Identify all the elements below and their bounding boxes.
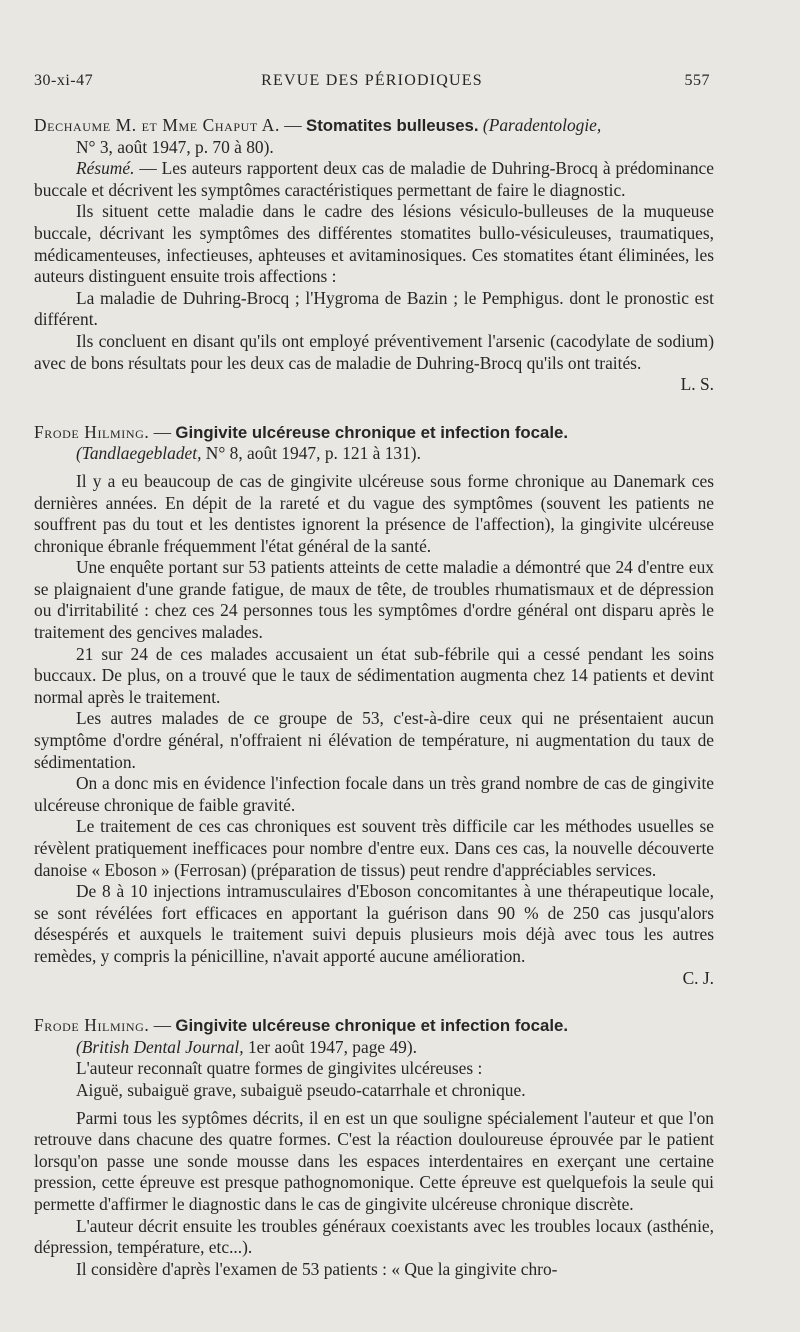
- entry-paragraph: Ils concluent en disant qu'ils ont employé préventivement l'arsenic (cacodylate de sodium) avec de bons résultats pour les deux cas de maladie de Duhring-Brocq qu'ils ont traités.: [34, 330, 714, 373]
- page-content: [34, 115, 714, 1280]
- entry-paragraph: Résumé. — Les auteurs rapportent deux cas de maladie de Duhring-Brocq à prédominance buccale et décrivent les symptômes caractéristiques permettant de faire le diagnostic.: [34, 158, 714, 200]
- review-entry-1: [34, 115, 714, 396]
- header-date: 30-xi-47: [34, 72, 94, 89]
- entry-line: L'auteur reconnaît quatre formes de gingivites ulcéreuses :: [76, 1058, 483, 1079]
- entry-reference: Frode Hilming. — Gingivite ulcéreuse chronique et infection focale. (British Dental Journal, 1er août 1947, page 49).: [34, 1015, 569, 1057]
- entry-authors: Frode Hilming.: [34, 1015, 150, 1036]
- entry-reference: Dechaume M. et Mme Chaput A. — Stomatites bulleuses. (Paradentologie, N° 3, août 1947, p. 70 à 80).: [34, 115, 714, 158]
- entry-title: Stomatites bulleuses.: [306, 116, 479, 135]
- entry-paragraph: De 8 à 10 injections intramusculaires d'Eboson concomitantes à une thérapeutique locale, se sont révélées fort efficaces en apportant la guérison dans 90 % de 250 cas jusqu'alors désespérés et auxquels le traitement suivi depuis plusieurs mois déjà avec tous les autres remèdes, y compris la pénicilline, n'avait apporté aucune amélioration.: [34, 881, 714, 966]
- entry-paragraph: L'auteur décrit ensuite les troubles généraux coexistants avec les troubles locaux (asthénie, dépression, température, etc...).: [34, 1215, 714, 1258]
- entry-paragraph: Parmi tous les syptômes décrits, il en est un que souligne spécialement l'auteur et que l'on retrouve dans chacune des quatre formes. C'est la réaction douloureuse éprouvée par le patient lorsqu'on passe une sonde mousse dans les espaces interdentaires en exerçant une certaine pression, cette épreuve est presque pathognomonique. Cette épreuve est quelquefois la seule qui permette d'affirmer le diagnostic dans le cas de gingivite ulcéreuse chronique discrète.: [34, 1107, 714, 1214]
- review-entry-2: [34, 422, 714, 989]
- resume-label: Résumé.: [76, 158, 135, 179]
- entry-authors: Dechaume M. et Mme Chaput A.: [34, 115, 280, 135]
- entry-citation: 1er août 1947, page 49).: [247, 1036, 418, 1057]
- entry-paragraph: Le traitement de ces cas chroniques est souvent très difficile car les méthodes usuelles se révèlent pratiquement inefficaces pour nombre d'entre eux. Dans ces cas, la nouvelle découverte danoise « Eboson » (Ferrosan) (préparation de tissus) peut rendre d'appréciables services.: [34, 816, 714, 880]
- review-entry-3: [34, 1015, 714, 1280]
- entry-title: Gingivite ulcéreuse chronique et infection focale.: [175, 1016, 569, 1036]
- entry-paragraph-signed: [34, 331, 714, 374]
- entry-paragraph: Il y a eu beaucoup de cas de gingivite ulcéreuse sous forme chronique au Danemark ces dernières années. En dépit de la rareté et du vague des symptômes (souvent les patients ne souffrent pas du tout et les dentistes ignorent la présence de l'affection), la gingivite ulcéreuse chronique ébranle fréquemment l'état général de la santé.: [34, 470, 714, 556]
- entry-title: Gingivite ulcéreuse chronique et infection focale.: [175, 422, 569, 442]
- reviewer-initials: C. J.: [682, 967, 714, 988]
- entry-authors: Frode Hilming.: [34, 421, 150, 442]
- journal-title: REVUE DES PÉRIODIQUES: [261, 72, 483, 89]
- entry-paragraph: La maladie de Duhring-Brocq ; l'Hygroma de Bazin ; le Pemphigus. dont le pronostic est différent.: [34, 287, 714, 330]
- entry-paragraph: On a donc mis en évidence l'infection focale dans un très grand nombre de cas de gingivite ulcéreuse chronique de faible gravité.: [34, 773, 714, 815]
- entry-paragraph: Ils situent cette maladie dans le cadre des lésions vésiculo-bulleuses de la muqueuse buccale, décrivant les symptômes des différentes stomatites bullo-vésiculeuses, traumatiques, médicamenteuses, infectieuses, aphteuses et avitaminosiques. Ces stomatites étant éliminées, les auteurs distinguent ensuite trois affections :: [34, 201, 714, 287]
- entry-paragraph: Les autres malades de ce groupe de 53, c'est-à-dire ceux qui ne présentaient aucun symptôme d'ordre général, n'offraient ni élévation de température, ni augmentation du taux de sédimentation.: [34, 708, 714, 772]
- entry-paragraph: 21 sur 24 de ces malades accusaient un état sub-fébrile qui a cessé pendant les soins buccaux. De plus, on a trouvé que le taux de sédimentation augmenta chez 14 patients et devint normal après le traitement.: [34, 643, 714, 707]
- entry-journal: (Paradentologie,: [482, 115, 602, 135]
- entry-citation: N° 3, août 1947, p. 70 à 80).: [76, 136, 274, 157]
- entry-paragraph: Une enquête portant sur 53 patients atteints de cette maladie a démontré que 24 d'entre eux se plaignaient d'une grande fatigue, de maux de tête, de troubles rhumatismaux et de dépression ou d'irritabilité : chez ces 24 personnes tous les symptômes d'ordre général ont disparu après le traitement des gencives malades.: [34, 557, 714, 643]
- page-number: 557: [684, 72, 710, 89]
- entry-line: Aiguë, subaiguë grave, subaiguë pseudo-catarrhale et chronique.: [76, 1079, 526, 1100]
- entry-journal: (Tandlaegebladet,: [76, 443, 202, 464]
- entry-reference: Frode Hilming. — Gingivite ulcéreuse chronique et infection focale. (Tandlaegebladet, N° 8, août 1947, p. 121 à 131).: [34, 421, 569, 464]
- entry-journal: (British Dental Journal,: [76, 1036, 244, 1057]
- reviewer-initials: L. S.: [680, 374, 714, 395]
- entry-paragraph: Il considère d'après l'examen de 53 patients : « Que la gingivite chro-: [76, 1258, 558, 1279]
- entry-citation: N° 8, août 1947, p. 121 à 131).: [205, 443, 421, 464]
